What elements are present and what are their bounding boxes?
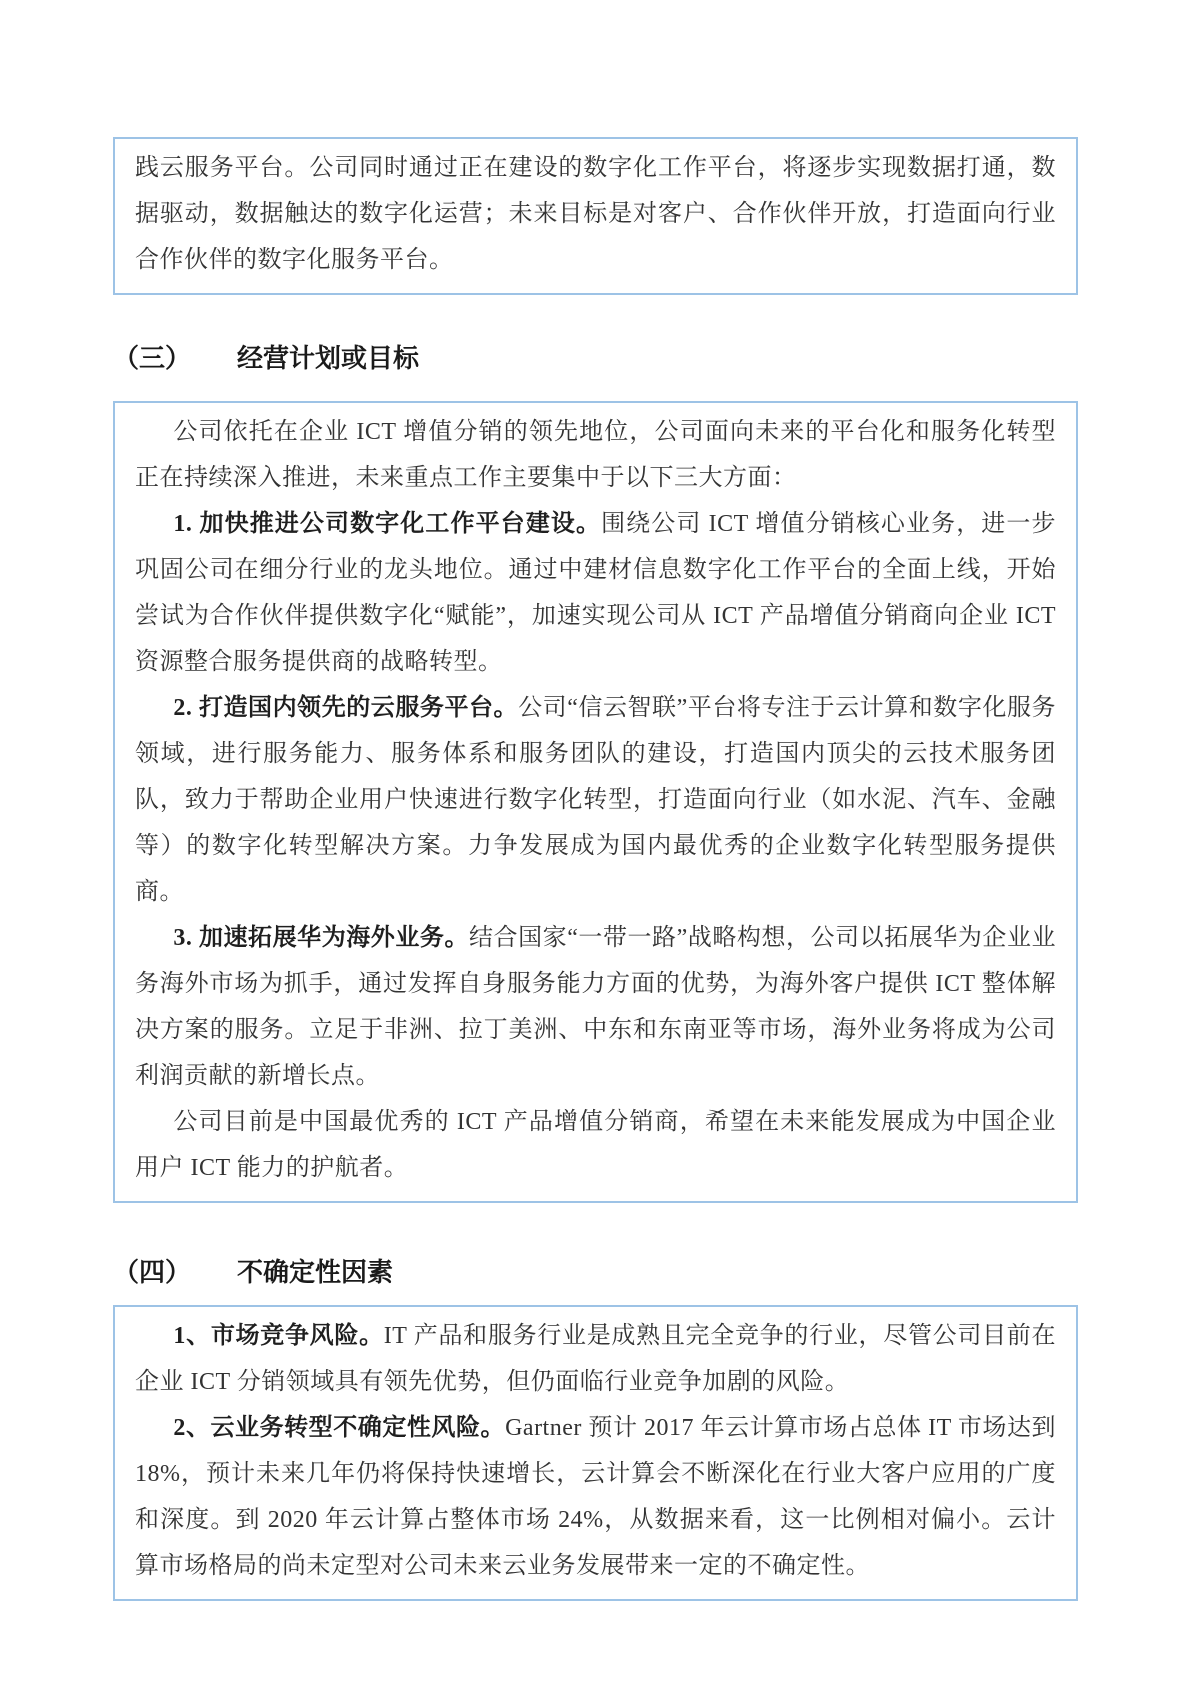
document-page — [113, 0, 1078, 1601]
paragraph — [135, 915, 1056, 1099]
uncertainty-box — [113, 1305, 1078, 1601]
paragraph-text: IT 产品和服务行业是成熟且完全竞争的行业，尽管公司目前在企业 ICT 分销领域具有领先优势，但仍面临行业竞争加剧的风险。 — [135, 1323, 1057, 1395]
section-heading-business-plan — [113, 341, 1078, 375]
paragraph — [135, 685, 1056, 915]
paragraph-text: 围绕公司 ICT 增值分销核心业务，进一步巩固公司在细分行业的龙头地位。通过中建材信息数字化工作平台的全面上线，开始尝试为合作伙伴提供数字化“赋能”，加速实现公司从 ICT 产品增值分销商向企业 ICT 资源整合服务提供商的战略转型。 — [135, 511, 1056, 675]
continuation-text-box — [113, 137, 1078, 295]
paragraph-text: 公司“信云智联”平台将专注于云计算和数字化服务领域，进行服务能力、服务体系和服务团队的建设，打造国内顶尖的云技术服务团队，致力于帮助企业用户快速进行数字化转型，打造面向行业（如水泥、汽车、金融等）的数字化转型解决方案。力争发展成为国内最优秀的企业数字化转型服务提供商。 — [135, 695, 1056, 905]
section-title: 经营计划或目标 — [237, 343, 420, 373]
paragraph-text: 公司依托在企业 ICT 增值分销的领先地位，公司面向未来的平台化和服务化转型正在持续深入推进，未来重点工作主要集中于以下三大方面： — [135, 419, 1056, 491]
paragraph — [135, 409, 1056, 501]
paragraph — [135, 501, 1056, 685]
paragraph-lead: 2. 打造国内领先的云服务平台。 — [173, 695, 519, 721]
paragraph-text: Gartner 预计 2017 年云计算市场占总体 IT 市场达到 18%，预计未来几年仍将保持快速增长，云计算会不断深化在行业大客户应用的广度和深度。到 2020 年云计算占整体市场 24%，从数据来看，这一比例相对偏小。云计算市场格局的尚未定型对公司未来云业务发展带来一定的不确定性。 — [135, 1415, 1057, 1579]
paragraph-lead: 1. 加快推进公司数字化工作平台建设。 — [173, 511, 602, 537]
section-title: 不确定性因素 — [237, 1257, 394, 1287]
section-number: （四） — [113, 1257, 192, 1287]
continuation-paragraph — [135, 145, 1056, 283]
paragraph-lead: 3. 加速拓展华为海外业务。 — [173, 925, 469, 951]
section-heading-uncertainty — [113, 1255, 1078, 1289]
paragraph-text: 公司目前是中国最优秀的 ICT 产品增值分销商，希望在未来能发展成为中国企业用户 ICT 能力的护航者。 — [135, 1109, 1056, 1181]
paragraph — [135, 1313, 1056, 1405]
paragraph-text: 践云服务平台。公司同时通过正在建设的数字化工作平台，将逐步实现数据打通，数据驱动，数据触达的数字化运营；未来目标是对客户、合作伙伴开放，打造面向行业合作伙伴的数字化服务平台。 — [135, 155, 1056, 273]
business-plan-box — [113, 401, 1078, 1203]
paragraph — [135, 1405, 1056, 1589]
paragraph-lead: 1、市场竞争风险。 — [173, 1323, 384, 1349]
section-number: （三） — [113, 343, 192, 373]
paragraph — [135, 1099, 1056, 1191]
paragraph-lead: 2、云业务转型不确定性风险。 — [173, 1415, 506, 1441]
paragraph-text: 结合国家“一带一路”战略构想，公司以拓展华为企业业务海外市场为抓手，通过发挥自身服务能力方面的优势，为海外客户提供 ICT 整体解决方案的服务。立足于非洲、拉丁美洲、中东和东南亚等市场，海外业务将成为公司利润贡献的新增长点。 — [135, 925, 1057, 1089]
